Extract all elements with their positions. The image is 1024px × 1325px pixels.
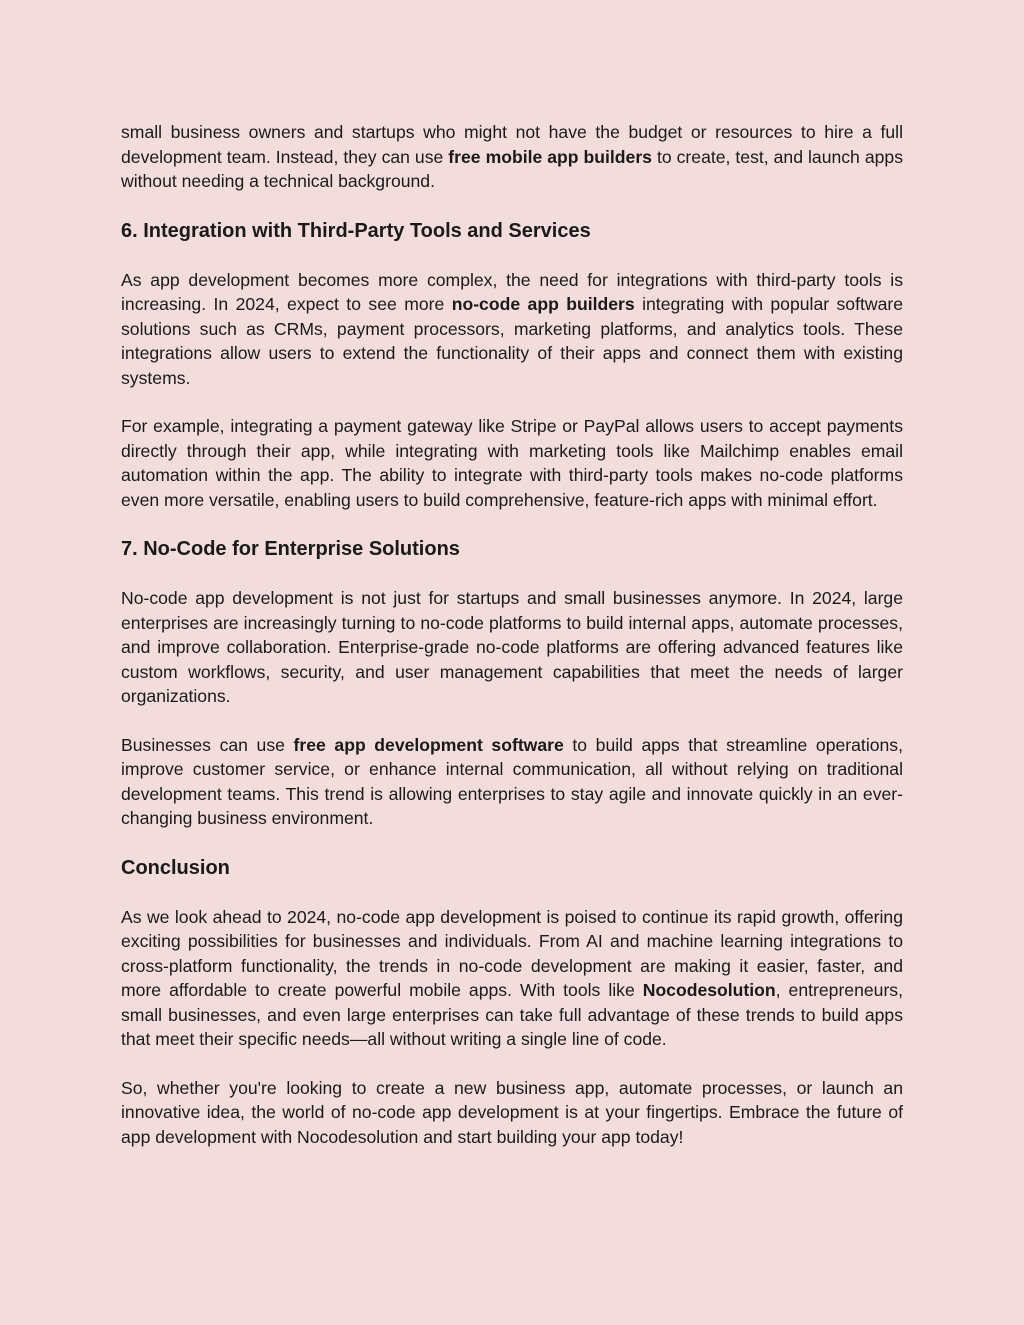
intro-text-1: small business owners and startups who might not have the budget or resources to hire a full development team. Instead, they can use <box>121 122 903 167</box>
document-body <box>121 120 903 1149</box>
cp1-bold-term: Nocodesolution <box>642 980 776 1000</box>
s7p2-text-2: to build apps that streamline operations, improve customer service, or enhance internal communication, all without relying on traditional development teams. This trend is allowing enterprises to stay agile and innovate quickly in an ever-changing business environment. <box>121 734 903 828</box>
s6p1-text-1: As app development becomes more complex, the need for integrations with third-party tools is increasing. In 2024, expect to see more <box>121 269 903 314</box>
intro-bold-term: free mobile app builders <box>448 146 652 167</box>
conclusion-heading: Conclusion <box>121 856 230 879</box>
s7p2-bold-term: free app development software <box>293 734 564 755</box>
conclusion-paragraph-2: So, whether you're looking to create a new business app, automate processes, or launch an innovative idea, the world of no-code app development is at your fingertips. Embrace the future of app development with Nocodesolution and start building your app today! <box>121 1077 903 1147</box>
intro-text-2: to create, test, and launch apps without needing a technical background. <box>121 146 903 191</box>
section-7-paragraph-1: No-code app development is not just for startups and small businesses anymore. In 2024, large enterprises are increasingly turning to no-code platforms to build internal apps, automate processes, and improve collaboration. Enterprise-grade no-code platforms are offering advanced features like custom workflows, security, and user management capabilities that meet the needs of larger organizations. <box>121 588 903 706</box>
s6p1-text-2: integrating with popular software solutions such as CRMs, payment processors, marketing platforms, and analytics tools. These integrations allow users to extend the functionality of their apps and connect them with existing systems. <box>121 294 904 388</box>
section-7-heading: 7. No-Code for Enterprise Solutions <box>121 538 460 560</box>
cp1-text-2: , entrepreneurs, small businesses, and even large enterprises can take full advantage of these trends to build apps that meet their specific needs—all without writing a single line of code. <box>121 980 903 1049</box>
section-6-heading: 6. Integration with Third-Party Tools and Services <box>121 219 591 242</box>
intro-paragraph <box>121 120 903 194</box>
section-6-paragraph-1 <box>121 268 903 391</box>
section-6-paragraph-2: For example, integrating a payment gateway like Stripe or PayPal allows users to accept payments directly through their app, while integrating with marketing tools like Mailchimp enables email automation within the app. The ability to integrate with third-party tools makes no-code platforms even more versatile, enabling users to build comprehensive, feature-rich apps with minimal effort. <box>121 416 903 510</box>
section-7-paragraph-2 <box>121 733 903 831</box>
cp1-text-1: As we look ahead to 2024, no-code app development is poised to continue its rapid growth, offering exciting possibilities for businesses and individuals. From AI and machine learning integrations to cross-platform functionality, the trends in no-code development are making it easier, faster, and more affordable to create powerful mobile apps. With tools like <box>121 906 903 1000</box>
s7p2-text-1: Businesses can use <box>121 734 294 755</box>
s6p1-bold-term: no-code app builders <box>451 294 635 314</box>
conclusion-paragraph-1 <box>121 905 903 1052</box>
